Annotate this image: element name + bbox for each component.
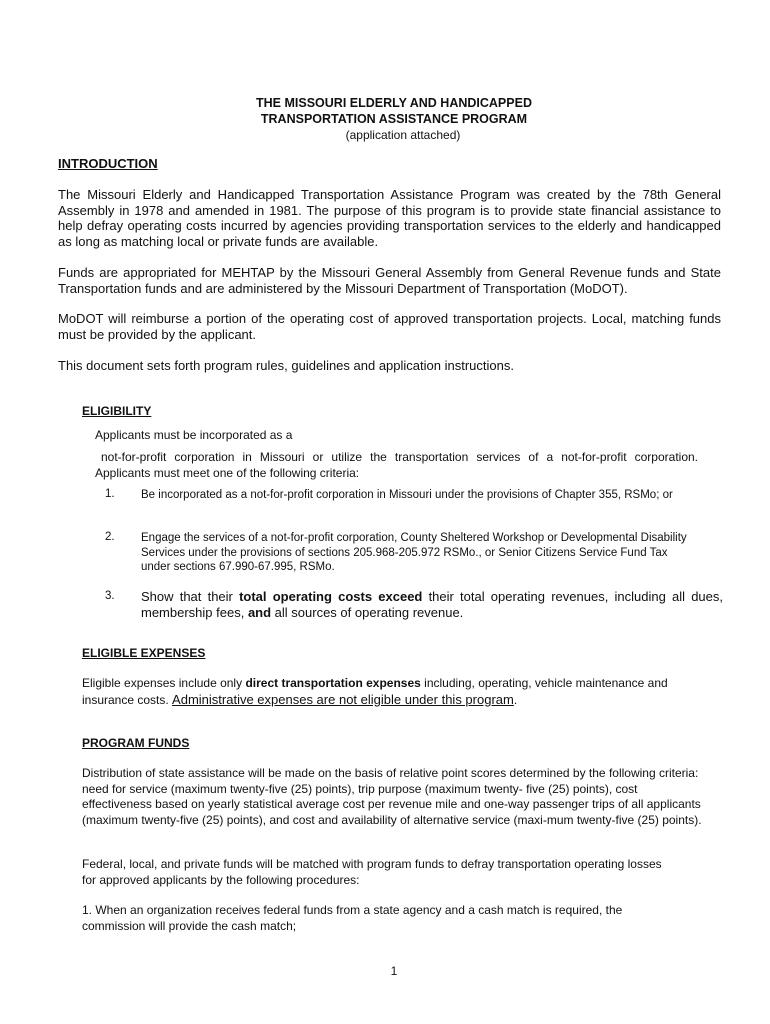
document-purpose-paragraph: This document sets forth program rules, guidelines and application instructions.: [58, 358, 514, 373]
criterion-3-emphasis: total operating costs exceed: [239, 589, 423, 604]
eligibility-intro: Applicants must be incorporated as a: [95, 428, 293, 442]
document-subtitle: (application attached): [345, 128, 461, 142]
criterion-1-text: Be incorporated as a not-for-profit corporation in Missouri under the provisions of Chapter 355, RSMo; or: [141, 489, 673, 501]
criterion-3-number: 3.: [105, 590, 115, 602]
eligible-expenses-heading: ELIGIBLE EXPENSES: [82, 646, 206, 660]
reimbursement-paragraph: MoDOT will reimburse a portion of the operating cost of approved transportation projects. Local, matching funds must be provided by the applicant.: [58, 311, 721, 342]
criterion-3-emphasis-and: and: [247, 604, 272, 620]
introduction-paragraph: The Missouri Elderly and Handicapped Transportation Assistance Program was created by the 78th General Assembly in 1978 and amended in 1981. The purpose of this program is to provide state financial assistance to help defray operating costs incurred by agencies providing transportation services to the elderly and handicapped as long as matching local or private funds are available.: [58, 187, 721, 249]
point-scores-paragraph: Distribution of state assistance will be made on the basis of relative point scores determined by the following criteria: need for service (maximum twenty-five (25) points), trip purpose (maximum twenty- five (25) points), cost effectiveness based on yearly statistical average cost per revenue mile and one-way passenger trips of all applicants (maximum twenty-five (25) points), and cost and availability of alternative service (maxi-mum twenty-five (25) points).: [82, 766, 702, 827]
document-title-line-2: TRANSPORTATION ASSISTANCE PROGRAM: [260, 112, 528, 126]
criterion-1-number: 1.: [105, 488, 115, 500]
program-funds-heading: PROGRAM FUNDS: [82, 736, 190, 750]
matching-procedures-paragraph: Federal, local, and private funds will be matched with program funds to defray transportation operating losses for approved applicants by the following procedures:: [82, 857, 662, 887]
procedure-1-paragraph: 1. When an organization receives federal funds from a state agency and a cash match is required, the commission will provide the cash match;: [82, 903, 623, 933]
eligibility-criteria-text: not-for-profit corporation in Missouri or utilize the transportation services of a not-for-profit corporation. Applicants must meet one of the following criteria:: [95, 450, 698, 480]
introduction-heading: INTRODUCTION: [58, 156, 158, 171]
eligible-expenses-text: Eligible expenses include only direct transportation expenses including, operating, vehicle maintenance and insurance costs. Administrative expenses are not eligible under this program.: [82, 676, 668, 707]
criterion-3-text: Show that their total operating costs exceed their total operating revenues, including all dues, membership fees, and all sources of operating revenue.: [141, 589, 723, 620]
document-title-line-1: THE MISSOURI ELDERLY AND HANDICAPPED: [256, 96, 532, 110]
ineligible-expenses-note: Administrative expenses are not eligible under this program: [172, 691, 514, 707]
criterion-2-number: 2.: [105, 531, 115, 543]
page-number: 1: [390, 964, 398, 978]
criterion-2-text: Engage the services of a not-for-profit corporation, County Sheltered Workshop or Developmental Disability Services under the provisions of sections 205.968-205.972 RSMo., or Senior Citizens Service Fund Tax under sections 67.990-67.995, RSMo.: [141, 532, 687, 573]
eligible-expenses-emphasis: direct transportation expenses: [245, 676, 421, 690]
funding-paragraph: Funds are appropriated for MEHTAP by the Missouri General Assembly from General Revenue funds and State Transportation funds and are administered by the Missouri Department of Transportation (MoDOT).: [58, 265, 721, 296]
eligibility-heading: ELIGIBILITY: [82, 404, 152, 418]
